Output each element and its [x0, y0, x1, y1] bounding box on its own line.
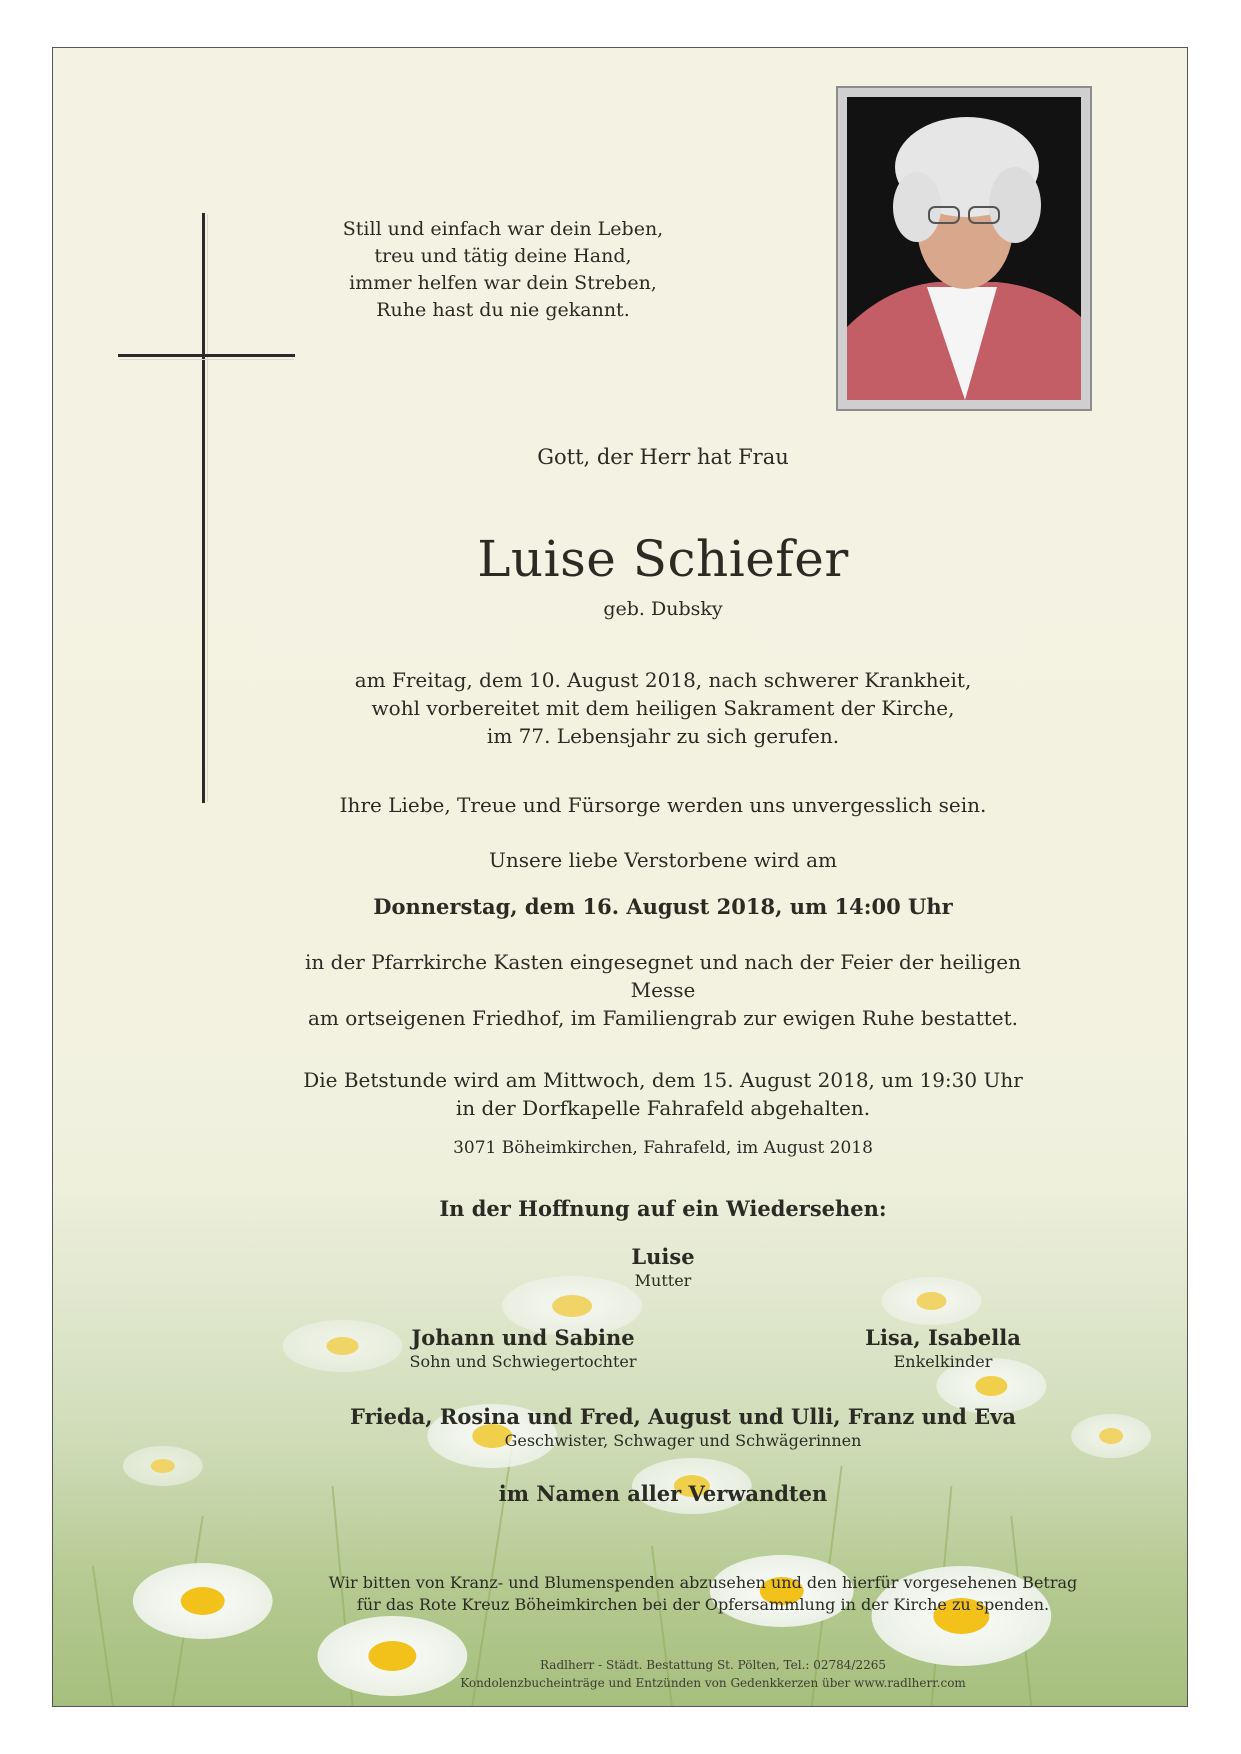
funeral-date: Donnerstag, dem 16. August 2018, um 14:00 Uhr	[373, 894, 953, 919]
deceased-name: Luise Schiefer	[477, 530, 849, 588]
poem-line: Still und einfach war dein Leben,	[342, 218, 664, 240]
prayer-text	[273, 1066, 1053, 1122]
mourner-relation: Enkelkinder	[893, 1352, 993, 1371]
poem-line: immer helfen war dein Streben,	[349, 272, 657, 294]
church-line: in der Pfarrkirche Kasten eingesegnet und nach der Feier der heiligen Messe	[305, 950, 1021, 1002]
place-date: 3071 Böheimkirchen, Fahrafeld, im August 2018	[453, 1138, 873, 1158]
mourner-name: Lisa, Isabella	[865, 1325, 1021, 1350]
love-line: Ihre Liebe, Treue und Fürsorge werden uns unvergesslich sein.	[339, 793, 987, 817]
death-notice-line: am Freitag, dem 10. August 2018, nach schwerer Krankheit,	[354, 668, 972, 692]
death-notice-line: wohl vorbereitet mit dem heiligen Sakrament der Kirche,	[371, 696, 955, 720]
cross-icon-horizontal	[118, 354, 295, 357]
obituary-card	[52, 47, 1188, 1707]
mourner-relation: Mutter	[634, 1271, 692, 1290]
mourner-name: Luise	[631, 1244, 695, 1269]
footer	[353, 1656, 1073, 1692]
church-text	[273, 948, 1053, 1032]
portrait-photo	[847, 97, 1081, 400]
footer-line: Radlherr - Städt. Bestattung St. Pölten, Tel.: 02784/2265	[540, 1658, 886, 1672]
mourner-son	[353, 1325, 693, 1371]
lying-line: Unsere liebe Verstorbene wird am	[489, 848, 837, 872]
mourner-name: Johann und Sabine	[411, 1325, 635, 1350]
poem-line: Ruhe hast du nie gekannt.	[376, 299, 630, 321]
poem	[323, 216, 683, 324]
hope-heading: In der Hoffnung auf ein Wiedersehen:	[439, 1196, 887, 1221]
footer-line: Kondolenzbucheinträge und Entzünden von Gedenkkerzen über www.radlherr.com	[460, 1676, 966, 1690]
mourner-siblings	[273, 1404, 1093, 1450]
intro-text: Gott, der Herr hat Frau	[537, 445, 789, 469]
mourner-grandchildren	[823, 1325, 1063, 1371]
death-notice	[273, 666, 1053, 750]
donation-line: für das Rote Kreuz Böheimkirchen bei der Opfersammlung in der Kirche zu spenden.	[356, 1595, 1050, 1614]
mourner-relation: Sohn und Schwiegertochter	[409, 1352, 637, 1371]
poem-line: treu und tätig deine Hand,	[374, 245, 632, 267]
church-line: am ortseigenen Friedhof, im Familiengrab zur ewigen Ruhe bestattet.	[308, 1006, 1018, 1030]
mourner-name: Frieda, Rosina und Fred, August und Ulli, Franz und Eva	[350, 1404, 1016, 1429]
mourner-mother	[573, 1244, 753, 1290]
prayer-line: in der Dorfkapelle Fahrafeld abgehalten.	[455, 1096, 871, 1120]
portrait-frame	[836, 86, 1092, 411]
names-all: im Namen aller Verwandten	[498, 1481, 828, 1506]
maiden-name: geb. Dubsky	[603, 598, 723, 620]
mourner-relation: Geschwister, Schwager und Schwägerinnen	[504, 1431, 862, 1450]
death-notice-line: im 77. Lebensjahr zu sich gerufen.	[486, 724, 840, 748]
cross-icon-vertical	[202, 213, 205, 803]
prayer-line: Die Betstunde wird am Mittwoch, dem 15. August 2018, um 19:30 Uhr	[303, 1068, 1023, 1092]
donation-line: Wir bitten von Kranz- und Blumenspenden abzusehen und den hierfür vorgesehenen Betrag	[328, 1573, 1078, 1592]
donation-request	[293, 1572, 1113, 1616]
